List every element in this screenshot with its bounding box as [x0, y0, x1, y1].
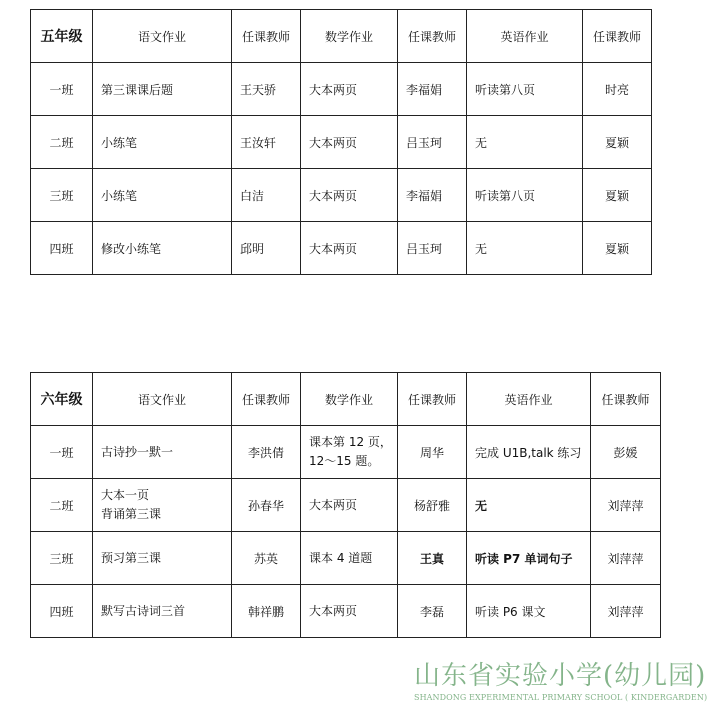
math-homework: [301, 426, 398, 479]
chinese-homework: 小练笔: [93, 116, 232, 169]
table-row: [31, 116, 652, 169]
english-teacher: 夏颖: [583, 169, 652, 222]
math-homework-line: 课本 4 道题: [309, 550, 373, 565]
english-teacher: 夏颖: [583, 222, 652, 275]
math-homework-line: 课本第 12 页，: [309, 435, 392, 449]
header-english: 英语作业: [467, 373, 591, 426]
chinese-teacher: 白洁: [232, 169, 301, 222]
class-name: 四班: [31, 585, 93, 638]
header-math-teacher: 任课教师: [398, 10, 467, 63]
math-teacher: 李福娟: [398, 63, 467, 116]
math-teacher: 吕玉珂: [398, 116, 467, 169]
math-homework: 大本两页: [301, 169, 398, 222]
class-name: 二班: [31, 479, 93, 532]
chinese-homework: 小练笔: [93, 169, 232, 222]
class-name: 一班: [31, 426, 93, 479]
chinese-teacher: 邱明: [232, 222, 301, 275]
class-name: 二班: [31, 116, 93, 169]
english-teacher: 彭媛: [591, 426, 661, 479]
math-homework: [301, 585, 398, 638]
english-homework: 听读 P6 课文: [467, 585, 591, 638]
math-homework: 大本两页: [301, 222, 398, 275]
grade-label: 六年级: [31, 373, 93, 426]
class-name: 三班: [31, 532, 93, 585]
class-name: 四班: [31, 222, 93, 275]
english-teacher: 时亮: [583, 63, 652, 116]
chinese-teacher: 王天骄: [232, 63, 301, 116]
chinese-teacher: 李洪倩: [232, 426, 301, 479]
math-teacher: 李福娟: [398, 169, 467, 222]
header-math: 数学作业: [301, 373, 398, 426]
math-homework: [301, 479, 398, 532]
english-teacher: 夏颖: [583, 116, 652, 169]
english-homework: 无: [467, 116, 583, 169]
math-teacher: 吕玉珂: [398, 222, 467, 275]
chinese-homework-line: 背诵第三课: [101, 507, 162, 521]
class-name: 一班: [31, 63, 93, 116]
class-name: 三班: [31, 169, 93, 222]
header-math-teacher: 任课教师: [398, 373, 467, 426]
grade-label: 五年级: [31, 10, 93, 63]
math-homework-line: 大本两页: [309, 497, 358, 512]
math-homework-line: 12～15 题。: [309, 454, 380, 468]
chinese-homework: [93, 532, 232, 585]
english-teacher: 刘萍萍: [591, 585, 661, 638]
header-english-teacher: 任课教师: [583, 10, 652, 63]
school-logo: [414, 660, 706, 702]
table-row: [31, 532, 661, 585]
table-row: [31, 479, 661, 532]
chinese-homework: 修改小练笔: [93, 222, 232, 275]
chinese-homework: [93, 426, 232, 479]
table-row: [31, 63, 652, 116]
table-row: [31, 169, 652, 222]
header-chinese: 语文作业: [93, 373, 232, 426]
chinese-teacher: 苏英: [232, 532, 301, 585]
english-homework: 听读第八页: [467, 169, 583, 222]
chinese-teacher: 孙春华: [232, 479, 301, 532]
math-teacher: 王真: [398, 532, 467, 585]
chinese-homework-line: 大本一页: [101, 488, 150, 502]
math-teacher: 杨舒雅: [398, 479, 467, 532]
chinese-teacher: 王汝轩: [232, 116, 301, 169]
table-row: [31, 426, 661, 479]
table-header-row: [31, 373, 661, 426]
header-english: 英语作业: [467, 10, 583, 63]
english-homework: 无: [467, 222, 583, 275]
english-homework: 完成 U1B,talk 练习: [467, 426, 591, 479]
table-row: [31, 222, 652, 275]
math-homework-line: 大本两页: [309, 603, 358, 618]
header-chinese: 语文作业: [93, 10, 232, 63]
table-header-row: [31, 10, 652, 63]
math-teacher: 周华: [398, 426, 467, 479]
math-homework: 大本两页: [301, 116, 398, 169]
header-english-teacher: 任课教师: [591, 373, 661, 426]
english-teacher: 刘萍萍: [591, 479, 661, 532]
chinese-homework: [93, 479, 232, 532]
chinese-teacher: 韩祥鹏: [232, 585, 301, 638]
math-homework: 大本两页: [301, 63, 398, 116]
grade6-homework-table: [30, 372, 661, 638]
english-teacher: 刘萍萍: [591, 532, 661, 585]
chinese-homework-line: 古诗抄一默一: [101, 444, 174, 459]
chinese-homework: [93, 585, 232, 638]
chinese-homework-line: 默写古诗词三首: [101, 603, 186, 618]
english-homework: 无: [467, 479, 591, 532]
header-chinese-teacher: 任课教师: [232, 10, 301, 63]
header-chinese-teacher: 任课教师: [232, 373, 301, 426]
math-teacher: 李磊: [398, 585, 467, 638]
table-row: [31, 585, 661, 638]
math-homework: [301, 532, 398, 585]
english-homework: 听读 P7 单词句子: [467, 532, 591, 585]
school-name-english: SHANDONG EXPERIMENTAL PRIMARY SCHOOL ( KINDERGARDEN): [414, 693, 708, 702]
english-homework: 听读第八页: [467, 63, 583, 116]
grade5-homework-table: [30, 9, 652, 275]
chinese-homework: 第三课课后题: [93, 63, 232, 116]
header-math: 数学作业: [301, 10, 398, 63]
chinese-homework-line: 预习第三课: [101, 550, 162, 565]
school-name-chinese: 山东省实验小学(幼儿园): [414, 661, 707, 691]
